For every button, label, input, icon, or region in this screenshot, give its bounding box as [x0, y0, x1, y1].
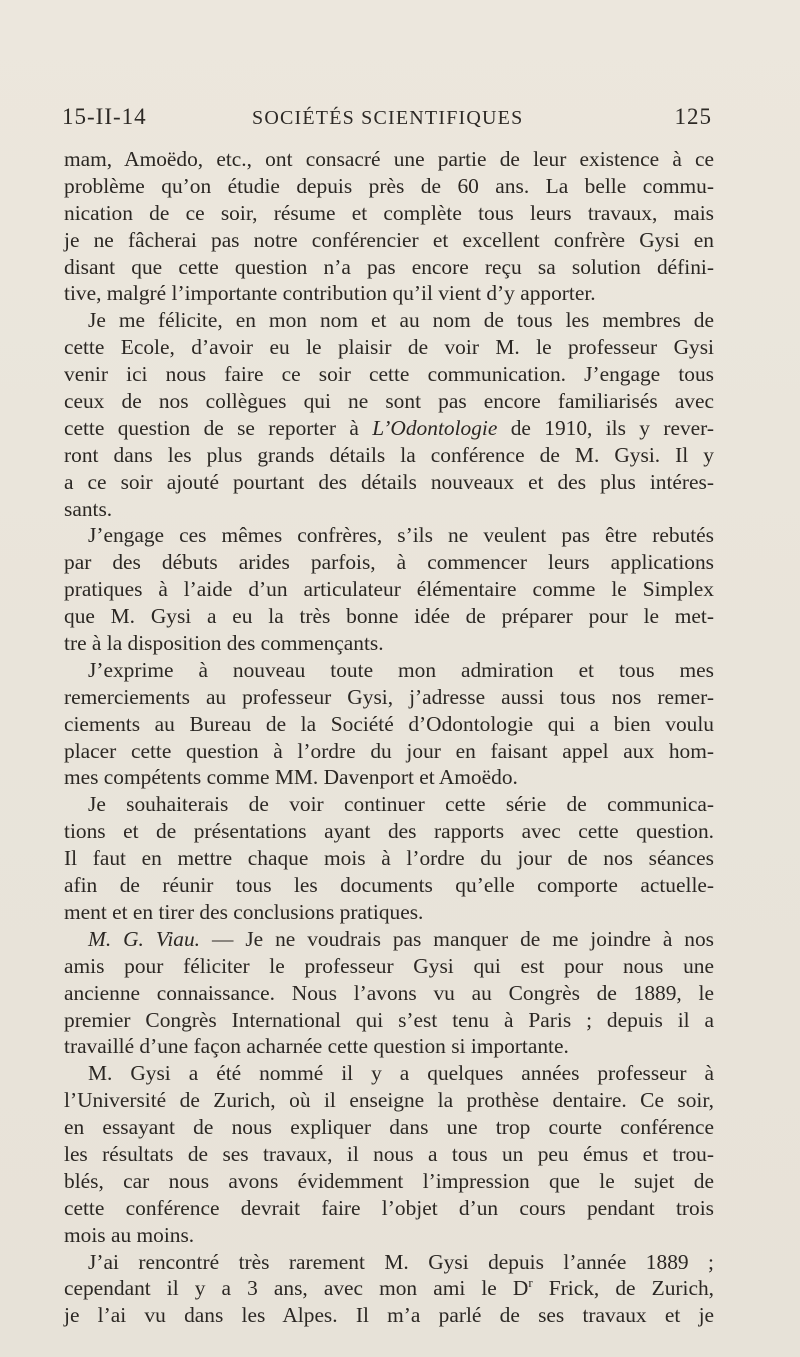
speaker-name: M. G. Viau. — [88, 926, 201, 951]
header-section-title: SOCIÉTÉS SCIENTIFIQUES — [252, 107, 524, 129]
text-segment: en essayant de nous expliquer dans une trop courte conférence — [64, 1115, 714, 1140]
text-segment: tre à la disposition des commençants. — [64, 631, 384, 656]
text-line — [64, 415, 714, 442]
text-segment: J’exprime à nouveau toute mon admiration et tous mes — [88, 657, 714, 682]
text-line — [64, 1114, 714, 1141]
text-line — [64, 576, 714, 603]
text-segment: a ce soir ajouté pourtant des détails nouveaux et des plus intéres- — [64, 469, 714, 494]
text-line — [64, 764, 714, 791]
text-segment: ment et en tirer des conclusions pratiques. — [64, 899, 424, 924]
text-segment: J’engage ces mêmes confrères, s’ils ne veulent pas être rebutés — [88, 523, 714, 548]
text-line — [64, 1275, 714, 1302]
text-segment: ancienne connaissance. Nous l’avons vu au Congrès de 1889, le — [64, 980, 714, 1005]
text-line — [64, 334, 714, 361]
header-date: 15-II-14 — [62, 104, 147, 129]
text-segment: mam, Amoëdo, etc., ont consacré une partie de leur existence à ce — [64, 147, 714, 171]
text-segment: je ne fâcherai pas notre conférencier et excellent confrère Gysi en — [64, 227, 714, 252]
text-segment: placer cette question à l’ordre du jour en faisant appel aux hom- — [64, 738, 714, 763]
superscript: r — [528, 1275, 533, 1291]
text-segment: remerciements au professeur Gysi, j’adresse aussi tous nos remer- — [64, 684, 714, 709]
text-segment: premier Congrès International qui s’est tenu à Paris ; depuis il a — [64, 1007, 714, 1032]
text-segment: amis pour féliciter le professeur Gysi qui est pour nous une — [64, 953, 714, 978]
text-line — [64, 173, 714, 200]
text-line — [64, 818, 714, 845]
text-segment: cette conférence devrait faire l’objet d’un cours pendant trois — [64, 1195, 714, 1220]
text-line — [64, 926, 714, 953]
text-line — [64, 549, 714, 576]
text-line — [64, 200, 714, 227]
running-header — [62, 104, 712, 134]
text-segment: les résultats de ses travaux, il nous a tous un peu émus et trou- — [64, 1141, 714, 1166]
text-line — [64, 1168, 714, 1195]
text-segment: sants. — [64, 496, 113, 521]
text-line — [64, 469, 714, 496]
text-segment: mes compétents comme MM. Davenport et Amoëdo. — [64, 765, 518, 790]
text-line — [64, 442, 714, 469]
text-line — [64, 1195, 714, 1222]
text-segment: mois au moins. — [64, 1222, 195, 1247]
text-line — [64, 1060, 714, 1087]
text-segment: — Je ne voudrais pas manquer de me joindre à nos — [200, 926, 715, 951]
text-segment: venir ici nous faire ce soir cette communication. J’engage tous — [64, 362, 714, 387]
text-segment: blés, car nous avons évidemment l’impression que le sujet de — [64, 1168, 714, 1193]
text-line — [64, 657, 714, 684]
text-line — [64, 1302, 714, 1329]
text-segment: tions et de présentations ayant des rapports avec cette question. — [64, 819, 714, 844]
journal-title: L’Odontologie — [372, 415, 498, 440]
text-line — [64, 496, 714, 523]
text-line — [64, 1087, 714, 1114]
text-line — [64, 791, 714, 818]
text-line — [64, 1033, 714, 1060]
text-segment: cette Ecole, d’avoir eu le plaisir de voir M. le professeur Gysi — [64, 335, 714, 360]
text-line — [64, 684, 714, 711]
text-line — [64, 227, 714, 254]
text-segment: afin de réunir tous les documents qu’elle comporte actuelle- — [64, 873, 714, 898]
text-line — [64, 872, 714, 899]
text-segment: tive, malgré l’importante contribution qu’il vient d’y apporter. — [64, 281, 596, 306]
text-segment: ceux de nos collègues qui ne sont pas encore familiarisés avec — [64, 389, 714, 414]
text-line — [64, 711, 714, 738]
text-line — [64, 953, 714, 980]
text-segment: je l’ai vu dans les Alpes. Il m’a parlé de ses travaux et je — [64, 1303, 714, 1328]
text-segment: l’Université de Zurich, où il enseigne la prothèse dentaire. Ce soir, — [64, 1088, 714, 1113]
text-line — [64, 388, 714, 415]
text-segment: cependant il y a 3 ans, avec mon ami le D — [64, 1276, 529, 1301]
text-segment: cette question de se reporter à — [64, 415, 359, 440]
text-segment: par des débuts arides parfois, à commencer leurs applications — [64, 550, 714, 575]
text-line — [64, 1222, 714, 1249]
text-segment: ciements au Bureau de la Société d’Odontologie qui a bien voulu — [64, 711, 714, 736]
text-line — [64, 307, 714, 334]
text-line — [64, 603, 714, 630]
text-line — [64, 1141, 714, 1168]
text-line — [64, 254, 714, 281]
page-number: 125 — [674, 104, 712, 129]
text-segment: M. Gysi a été nommé il y a quelques années professeur à — [88, 1061, 714, 1086]
text-line — [64, 1007, 714, 1034]
text-segment: ront dans les plus grands détails la conférence de M. Gysi. Il y — [64, 442, 714, 467]
text-segment: travaillé d’une façon acharnée cette question si importante. — [64, 1034, 569, 1059]
text-segment: nication de ce soir, résume et complète tous leurs travaux, mais — [64, 200, 714, 225]
text-line — [64, 980, 714, 1007]
text-line — [64, 522, 714, 549]
text-segment: Je me félicite, en mon nom et au nom de tous les membres de — [88, 308, 714, 333]
text-line — [64, 738, 714, 765]
text-line — [64, 630, 714, 657]
text-line — [64, 899, 714, 926]
text-segment: de 1910, ils y rever- — [497, 415, 714, 440]
text-line — [64, 280, 714, 307]
text-segment: J’ai rencontré très rarement M. Gysi depuis l’année 1889 ; — [88, 1249, 714, 1274]
text-line — [64, 361, 714, 388]
text-line — [64, 1249, 714, 1276]
text-segment: Frick, de Zurich, — [532, 1276, 714, 1301]
text-line — [64, 845, 714, 872]
body-text — [64, 146, 714, 1329]
text-segment: problème qu’on étudie depuis près de 60 ans. La belle commu- — [64, 173, 714, 198]
text-segment: pratiques à l’aide d’un articulateur élémentaire comme le Simplex — [64, 577, 714, 602]
text-segment: que M. Gysi a eu la très bonne idée de préparer pour le met- — [64, 604, 714, 629]
text-segment: disant que cette question n’a pas encore reçu sa solution défini- — [64, 254, 714, 279]
text-segment: Je souhaiterais de voir continuer cette série de communica- — [88, 792, 714, 817]
text-segment: Il faut en mettre chaque mois à l’ordre du jour de nos séances — [64, 846, 714, 871]
text-line — [64, 146, 714, 173]
